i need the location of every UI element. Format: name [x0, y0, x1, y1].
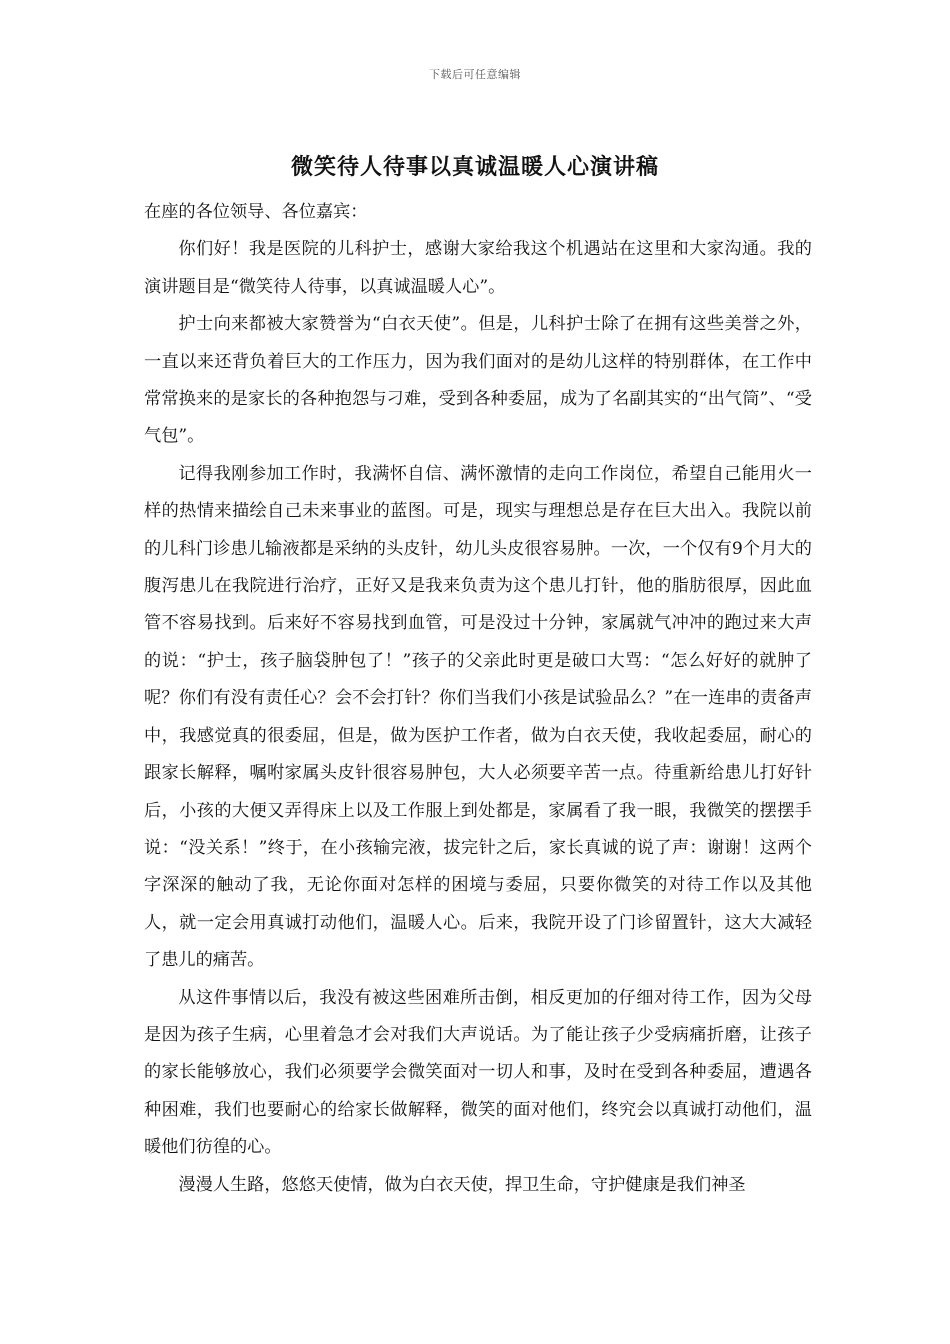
document-title: 微笑待人待事以真诚温暖人心演讲稿: [290, 154, 659, 180]
paragraph: 从这件事情以后，我没有被这些困难所击倒，相反更加的仔细对待工作，因为父母是因为孩子生病，心里着急才会对我们大声说话。为了能让孩子少受病痛折磨，让孩子的家长能够放心，我们必须要学会微笑面对一切人和事，及时在受到各种委屈，遭遇各种困难，我们也要耐心的给家长做解释，微笑的面对他们，终究会以真诚打动他们，温暖他们彷徨的心。: [144, 987, 812, 1158]
paragraph: 记得我刚参加工作时，我满怀自信、满怀激情的走向工作岗位，希望自己能用火一样的热情来描绘自己未来事业的蓝图。可是，现实与理想总是存在巨大出入。我院以前的儿科门诊患儿输液都是采纳的头皮针，幼儿头皮很容易肿。一次，一个仅有9个月大的腹泻患儿在我院进行治疗，正好又是我来负责为这个患儿打针，他的脂肪很厚，因此血管不容易找到。后来好不容易找到血管，可是没过十分钟，家属就气冲冲的跑过来大声的说：“护士，孩子脑袋肿包了！”孩子的父亲此时更是破口大骂：“怎么好好的就肿了呢？你们有没有责任心？会不会打针？你们当我们小孩是试验品么？”在一连串的责备声中，我感觉真的很委屈，但是，做为医护工作者，做为白衣天使，我收起委屈，耐心的跟家长解释，嘱咐家属头皮针很容易肿包，大人必须要辛苦一点。待重新给患儿打好针后，小孩的大便又弄得床上以及工作服上到处都是，家属看了我一眼，我微笑的摆摆手说：“没关系！”终于，在小孩输完液，拔完针之后，家长真诚的说了声：谢谢！这两个字深深的触动了我，无论你面对怎样的困境与委屈，只要你微笑的对待工作以及其他人，就一定会用真诚打动他们，温暖人心。后来，我院开设了门诊留置针，这大大减轻了患儿的痛苦。: [144, 463, 812, 971]
paragraph: 你们好！我是医院的儿科护士，感谢大家给我这个机遇站在这里和大家沟通。我的演讲题目是“微笑待人待事，以真诚温暖人心”。: [144, 239, 812, 297]
paragraph: 漫漫人生路，悠悠天使情，做为白衣天使，捍卫生命，守护健康是我们神圣: [178, 1174, 746, 1195]
salutation: 在座的各位领导、各位嘉宾：: [144, 202, 368, 222]
header-note: 下载后可任意编辑: [429, 68, 521, 81]
paragraph: 护士向来都被大家赞誉为“白衣天使”。但是，儿科护士除了在拥有这些美誉之外，一直以来还背负着巨大的工作压力，因为我们面对的是幼儿这样的特别群体，在工作中常常换来的是家长的各种抱怨与刁难，受到各种委屈，成为了名副其实的“出气筒”、“受气包”。: [144, 314, 812, 447]
document-body: [144, 194, 812, 1204]
